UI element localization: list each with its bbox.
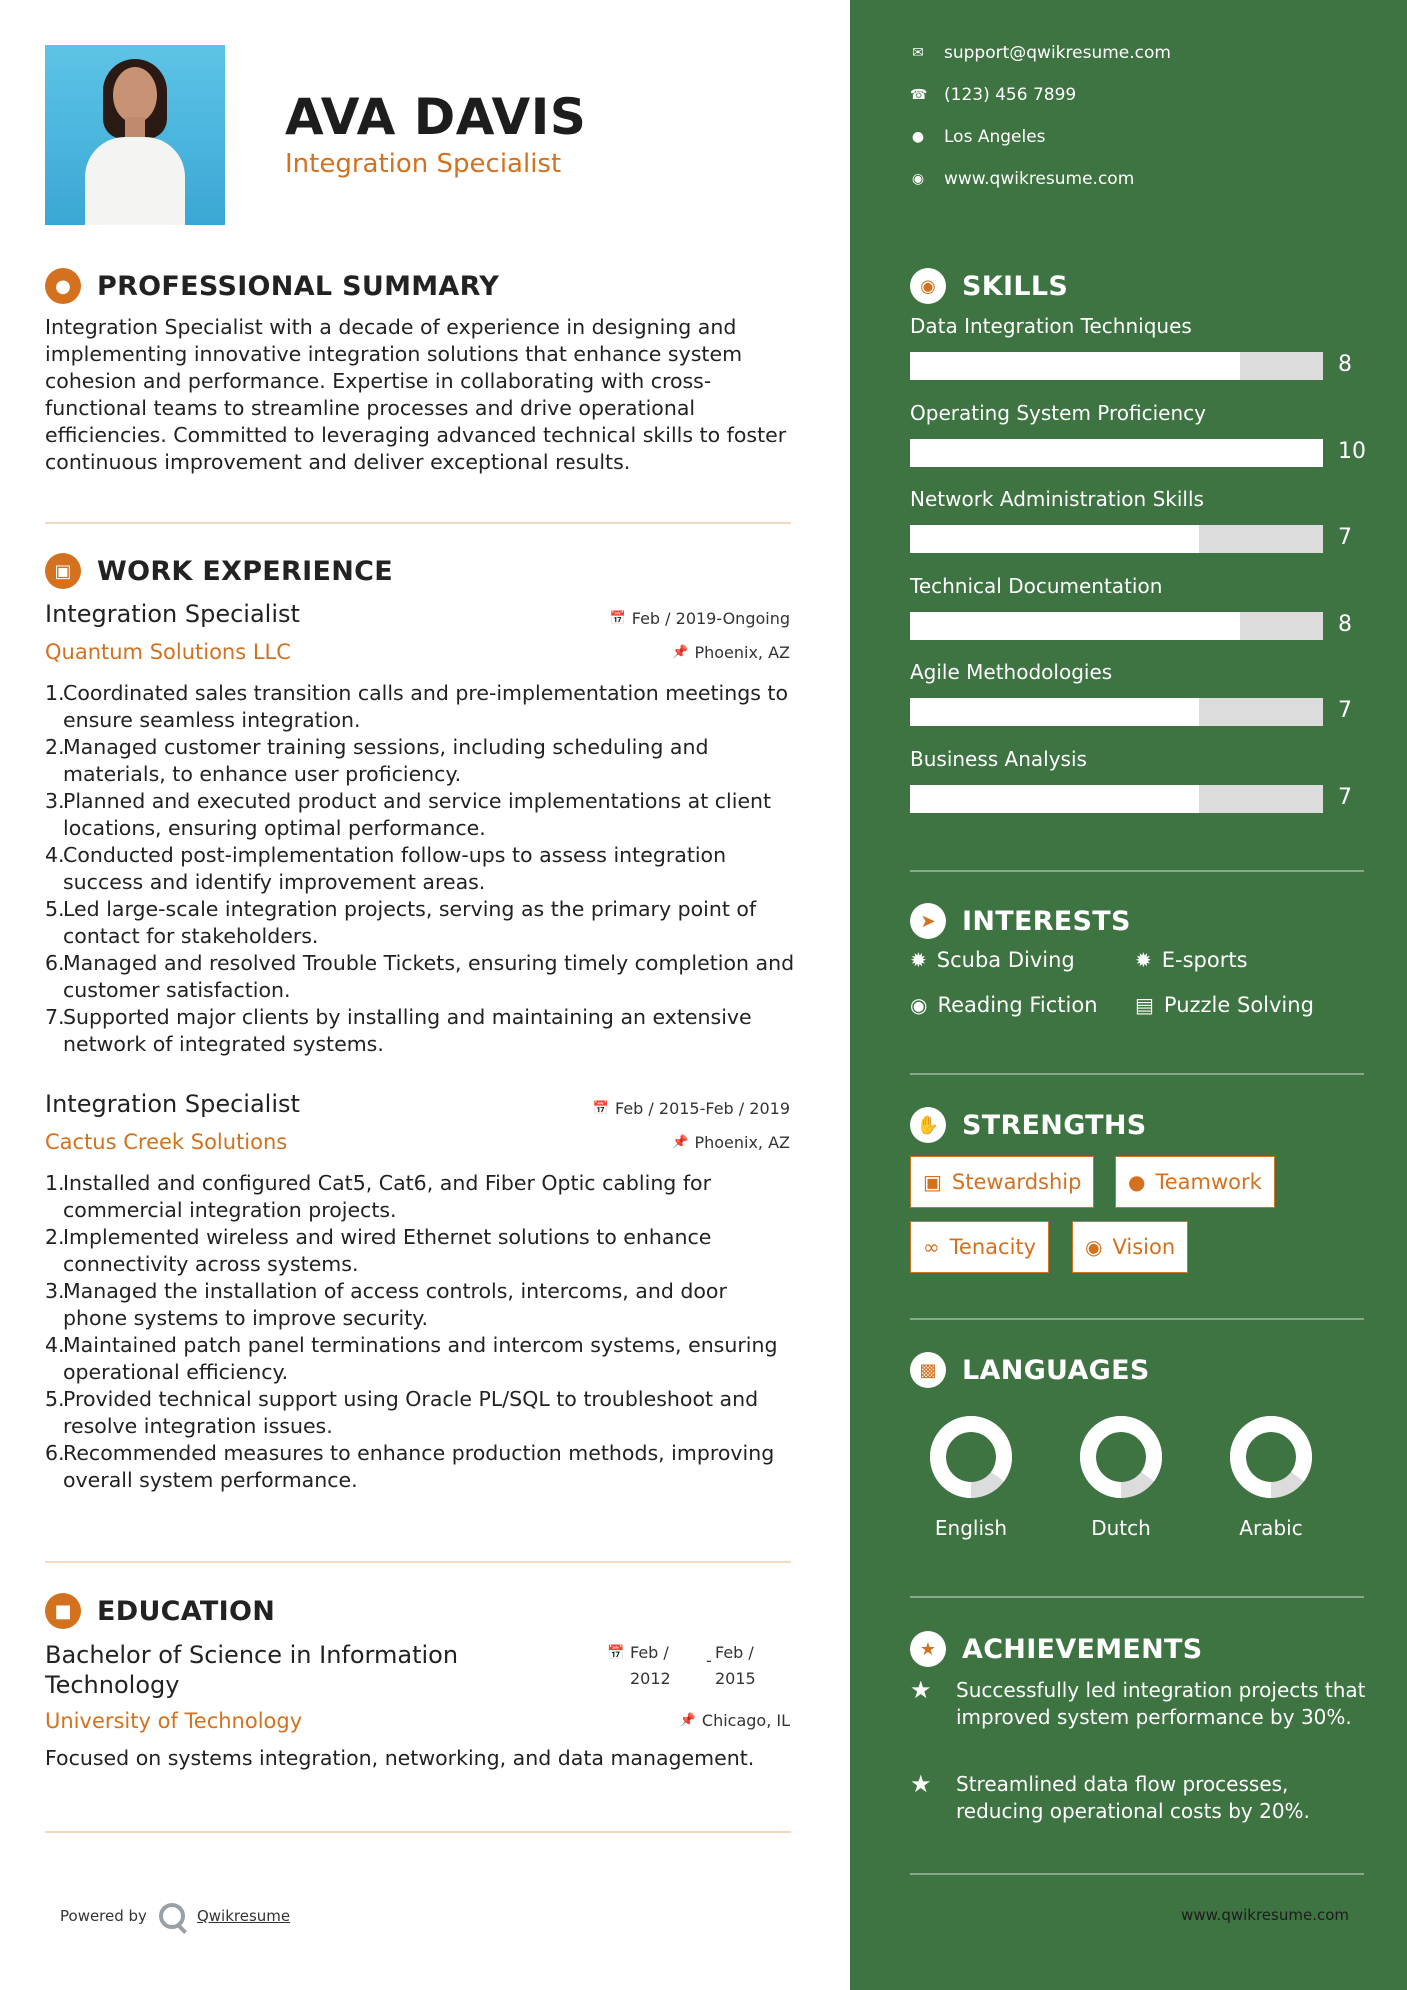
strength-badge <box>910 1221 1049 1273</box>
calendar-icon: 📅 <box>592 1101 609 1116</box>
user-icon: ● <box>45 268 81 304</box>
list-item: 2. Managed customer training sessions, including scheduling and materials, to enhance user proficiency. <box>45 734 795 788</box>
languages-heading <box>910 1352 1150 1388</box>
sidebar <box>850 0 1407 1990</box>
contact-email-text: support@qwikresume.com <box>944 43 1171 63</box>
calendar-icon: 📅 <box>609 611 626 626</box>
binoculars-icon: ◉ <box>1085 1235 1103 1259</box>
education-start-year: 2012 <box>630 1669 671 1688</box>
lightbulb-icon: ◉ <box>910 268 946 304</box>
skill-bar-fill <box>910 698 1199 726</box>
skill-name: Business Analysis <box>910 746 1087 771</box>
job-location <box>672 643 790 662</box>
pin-icon: 📌 <box>672 1135 689 1150</box>
experience-heading <box>45 553 393 589</box>
education-start <box>630 1640 671 1692</box>
lifebuoy-icon: ✹ <box>1135 948 1152 972</box>
language-name: Arabic <box>1239 1516 1303 1540</box>
achievement-text: Successfully led integration projects that improved system performance by 30%. <box>956 1678 1366 1729</box>
contact-email[interactable] <box>910 43 1171 63</box>
job-duties <box>45 680 795 1058</box>
skill-bar <box>910 352 1323 380</box>
education-degree: Bachelor of Science in Information Technology <box>45 1641 459 1699</box>
education-description: Focused on systems integration, networking, and data management. <box>45 1746 755 1770</box>
experience-title: WORK EXPERIENCE <box>97 555 393 587</box>
language-donut <box>1079 1415 1163 1499</box>
contact-website[interactable] <box>910 169 1134 189</box>
profile-photo <box>45 45 225 225</box>
achievements-heading <box>910 1631 1203 1667</box>
job-duties <box>45 1170 795 1494</box>
briefcase-icon: ▣ <box>923 1170 942 1194</box>
list-item: 1. Coordinated sales transition calls and pre-implementation meetings to ensure seamless integration. <box>45 680 795 734</box>
strength-badge <box>1072 1221 1188 1273</box>
education-start-month: Feb / <box>630 1643 669 1662</box>
contact-location-text: Los Angeles <box>944 127 1046 147</box>
skill-bar <box>910 698 1323 726</box>
skill-value: 8 <box>1338 352 1352 377</box>
strength-label: Stewardship <box>951 1170 1082 1194</box>
summary-heading <box>45 268 499 304</box>
language-donut <box>1229 1415 1313 1499</box>
star-icon: ★ <box>910 1676 932 1704</box>
list-item: 4. Conducted post-implementation follow-ups to assess integration success and identify improvement areas. <box>45 842 795 896</box>
job-dates <box>593 1099 790 1118</box>
brand-link[interactable]: Qwikresume <box>196 1907 291 1925</box>
star-badge-icon: ★ <box>910 1631 946 1667</box>
fist-icon: ✋ <box>910 1107 946 1143</box>
education-end-month: Feb / <box>715 1643 754 1662</box>
education-title: EDUCATION <box>97 1595 276 1627</box>
strength-badge <box>1115 1156 1275 1208</box>
photo-body <box>85 137 185 225</box>
skills-title: SKILLS <box>962 270 1069 302</box>
summary-title: PROFESSIONAL SUMMARY <box>97 270 500 302</box>
list-item-text: Managed the installation of access controls, intercoms, and door phone systems to improve security. <box>63 1279 727 1330</box>
divider <box>910 1318 1364 1320</box>
job-dates-text: Feb / 2019-Ongoing <box>631 609 790 628</box>
skill-bar-fill <box>910 439 1323 467</box>
footer-website[interactable]: www.qwikresume.com <box>1181 1906 1349 1924</box>
strength-badge <box>910 1156 1094 1208</box>
education-location-text: Chicago, IL <box>701 1711 790 1730</box>
map-pin-icon: ● <box>911 129 925 145</box>
skill-value: 7 <box>1338 525 1352 550</box>
phone-icon: ☎ <box>910 87 928 103</box>
list-item: 6. Managed and resolved Trouble Tickets, ensuring timely completion and customer satisfaction. <box>45 951 795 1002</box>
job-title: Integration Specialist <box>45 600 300 628</box>
divider <box>910 1073 1364 1075</box>
skill-bar-fill <box>910 785 1199 813</box>
skill-value: 10 <box>1338 438 1366 464</box>
language-name: Dutch <box>1091 1516 1151 1540</box>
list-item: 1. Installed and configured Cat5, Cat6, and Fiber Optic cabling for commercial integration projects. <box>45 1170 795 1224</box>
users-icon: ● <box>1128 1170 1146 1194</box>
list-item: 7. Supported major clients by installing and maintaining an extensive network of integrated systems. <box>45 1004 795 1058</box>
interest-label: Scuba Diving <box>936 948 1075 972</box>
strengths-title: STRENGTHS <box>962 1109 1147 1141</box>
gamepad-icon: ◉ <box>910 993 928 1017</box>
education-heading <box>45 1593 275 1629</box>
job-company: Cactus Creek Solutions <box>45 1130 288 1154</box>
interest-label: Reading Fiction <box>937 993 1098 1017</box>
graduate-icon: ■ <box>45 1593 81 1629</box>
skill-bar-fill <box>910 352 1240 380</box>
skill-name: Network Administration Skills <box>910 487 1204 511</box>
strength-label: Teamwork <box>1155 1170 1262 1194</box>
list-item-text: Installed and configured Cat5, Cat6, and Fiber Optic cabling for commercial integration projects. <box>63 1171 712 1222</box>
divider <box>45 1561 791 1563</box>
job-title: Integration Specialist <box>45 1090 300 1118</box>
languages-title: LANGUAGES <box>962 1354 1150 1386</box>
skill-bar <box>910 525 1323 553</box>
list-item-text: Managed and resolved Trouble Tickets, ensuring timely completion and customer satisfaction. <box>63 951 795 1002</box>
interests-title: INTERESTS <box>962 905 1131 937</box>
calendar-icon: 📅 <box>607 1645 625 1661</box>
star-icon: ★ <box>910 1770 932 1798</box>
list-item-text: Managed customer training sessions, including scheduling and materials, to enhance user proficiency. <box>63 735 709 786</box>
photo-face <box>113 67 157 123</box>
chair-icon: ▣ <box>45 553 81 589</box>
education-end-year: 2015 <box>715 1669 756 1688</box>
job-location-text: Phoenix, AZ <box>694 643 790 662</box>
skill-value: 7 <box>1338 698 1352 723</box>
strength-label: Tenacity <box>949 1235 1037 1259</box>
interest-item <box>910 948 1075 972</box>
interest-label: Puzzle Solving <box>1163 993 1314 1017</box>
list-item-text: Coordinated sales transition calls and pre-implementation meetings to ensure seamless integration. <box>63 681 788 732</box>
list-item-text: Planned and executed product and service implementations at client locations, ensuring optimal performance. <box>63 789 772 840</box>
contact-phone[interactable] <box>910 85 1076 105</box>
job-company: Quantum Solutions LLC <box>45 640 291 664</box>
job-location-text: Phoenix, AZ <box>694 1133 790 1152</box>
divider <box>45 1831 791 1833</box>
list-item: 3. Managed the installation of access controls, intercoms, and door phone systems to improve security. <box>45 1278 795 1332</box>
language-name: English <box>934 1516 1008 1540</box>
powered-by <box>60 1903 290 1929</box>
skill-bar-fill <box>910 525 1199 553</box>
strength-label: Vision <box>1112 1235 1176 1259</box>
list-item-text: Provided technical support using Oracle PL/SQL to troubleshoot and resolve integration issues. <box>63 1387 759 1438</box>
interests-heading <box>910 903 1131 939</box>
divider <box>910 870 1364 872</box>
list-item-text: Recommended measures to enhance production methods, improving overall system performance. <box>63 1441 775 1492</box>
pin-icon: 📌 <box>679 1713 696 1728</box>
skill-value: 7 <box>1338 784 1352 810</box>
list-item-text: Maintained patch panel terminations and intercom systems, ensuring operational efficiency. <box>63 1333 778 1384</box>
list-item: 2. Implemented wireless and wired Ethernet solutions to enhance connectivity across systems. <box>45 1224 795 1278</box>
lifebuoy-icon: ✹ <box>910 948 927 972</box>
language-icon: ▩ <box>910 1352 946 1388</box>
list-item: 5. Led large-scale integration projects, serving as the primary point of contact for stakeholders. <box>45 896 795 950</box>
job-location <box>672 1133 790 1152</box>
list-item-text: Conducted post-implementation follow-ups to assess integration success and identify improvement areas. <box>63 843 727 894</box>
achievement-text: Streamlined data flow processes, reducing operational costs by 20%. <box>956 1772 1310 1823</box>
job-dates-text: Feb / 2015-Feb / 2019 <box>615 1099 790 1118</box>
education-location <box>680 1711 790 1730</box>
list-item: 6. Recommended measures to enhance production methods, improving overall system performance. <box>45 1440 795 1494</box>
achievement-item <box>910 1771 1370 1825</box>
list-item-text: Led large-scale integration projects, serving as the primary point of contact for stakeholders. <box>63 897 757 948</box>
powered-by-text: Powered by <box>60 1907 147 1925</box>
list-item: 4. Maintained patch panel terminations and intercom systems, ensuring operational efficiency. <box>45 1332 795 1386</box>
education-end <box>715 1640 756 1692</box>
paper-plane-icon: ➤ <box>910 903 946 939</box>
contact-phone-text: (123) 456 7899 <box>944 85 1077 105</box>
education-dash: - <box>706 1651 712 1670</box>
divider <box>910 1596 1364 1598</box>
skill-value: 8 <box>1338 611 1352 637</box>
summary-text: Integration Specialist with a decade of experience in designing and implementing innovative integration solutions that enhance system cohesion and performance. Expertise in collaborating with cross-functional teams to streamline processes and drive operational efficiencies. Committed to leveraging advanced technical skills to foster continuous improvement and deliver exceptional results. <box>45 315 787 474</box>
skill-bar <box>910 439 1323 467</box>
contact-website-text: www.qwikresume.com <box>944 169 1135 189</box>
achievements-title: ACHIEVEMENTS <box>962 1633 1203 1665</box>
list-item: 5. Provided technical support using Oracle PL/SQL to troubleshoot and resolve integration issues. <box>45 1386 795 1440</box>
skill-bar-fill <box>910 612 1240 640</box>
list-item: 3. Planned and executed product and service implementations at client locations, ensuring optimal performance. <box>45 788 795 842</box>
globe-icon: ◉ <box>911 171 925 187</box>
skill-name: Operating System Proficiency <box>910 400 1206 425</box>
book-icon: ▤ <box>1135 993 1154 1017</box>
envelope-icon: ✉ <box>912 45 924 61</box>
pin-icon: 📌 <box>672 645 689 660</box>
divider <box>910 1873 1364 1875</box>
list-item-text: Implemented wireless and wired Ethernet solutions to enhance connectivity across systems. <box>63 1225 712 1276</box>
education-school: University of Technology <box>45 1709 303 1733</box>
strengths-heading <box>910 1107 1147 1143</box>
skill-name: Data Integration Techniques <box>910 314 1192 338</box>
divider <box>45 522 791 524</box>
contact-location <box>910 127 1046 147</box>
candidate-name: AVA DAVIS <box>285 88 587 146</box>
interest-label: E-sports <box>1161 948 1248 972</box>
candidate-title: Integration Specialist <box>285 149 562 179</box>
interest-item <box>1135 948 1248 972</box>
skills-heading <box>910 268 1068 304</box>
skill-name: Technical Documentation <box>910 573 1163 598</box>
achievement-item <box>910 1677 1370 1731</box>
qwikresume-logo-icon <box>159 1903 185 1929</box>
skill-bar <box>910 785 1323 813</box>
interest-item <box>1135 993 1314 1017</box>
language-donut <box>929 1415 1013 1499</box>
job-dates <box>610 609 790 628</box>
link-icon: ∞ <box>923 1235 940 1259</box>
skill-bar <box>910 612 1323 640</box>
interest-item <box>910 993 1098 1017</box>
skill-name: Agile Methodologies <box>910 660 1113 684</box>
list-item-text: Supported major clients by installing and maintaining an extensive network of integrated systems. <box>63 1005 752 1056</box>
